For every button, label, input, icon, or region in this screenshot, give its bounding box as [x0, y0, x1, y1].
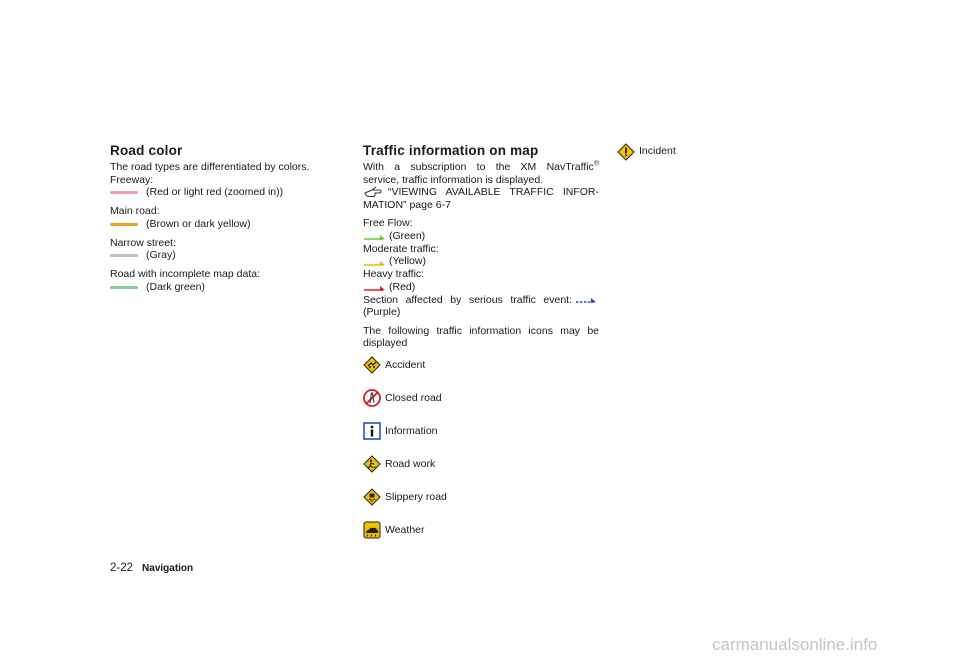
heavy-traffic-color-text: (Red) — [389, 280, 416, 293]
free-flow-legend — [363, 230, 599, 243]
purple-dashed-arrow-icon — [575, 295, 599, 305]
freeway-color-text: (Red or light red (zoomed in)) — [146, 186, 284, 199]
information-item — [363, 423, 599, 440]
road-color-section — [110, 143, 330, 294]
incident-icon — [617, 143, 635, 161]
road-color-heading: Road color — [110, 143, 183, 158]
freeway-label: Freeway: — [110, 173, 154, 186]
page-footer — [110, 562, 193, 574]
main-road-color-text: (Brown or dark yellow) — [146, 217, 251, 230]
road-color-intro: The road types are differentiated by colors. — [110, 161, 310, 173]
incident-item — [617, 143, 737, 160]
serious-event-color-text: (Purple) — [363, 306, 401, 318]
page-number: 2-22 — [110, 562, 134, 574]
closed-road-icon — [363, 389, 381, 407]
slippery-road-icon — [363, 488, 381, 506]
weather-icon — [363, 521, 381, 539]
closed-road-item — [363, 390, 599, 407]
free-flow-color-text: (Green) — [389, 229, 426, 242]
pointing-hand-icon — [363, 186, 385, 198]
watermark-text: carmanualsonline.info — [712, 635, 878, 654]
information-label: Information — [385, 424, 438, 437]
subscription-text-line2: service, traffic information is displayed. — [363, 173, 544, 186]
reference-line — [363, 186, 599, 199]
green-arrow-icon — [363, 230, 388, 242]
red-arrow-icon — [363, 281, 388, 293]
registered-mark: ® — [593, 160, 599, 168]
icons-intro-line1: The following traffic information icons may be — [363, 324, 599, 337]
slippery-road-label: Slippery road — [385, 490, 447, 503]
subscription-text-line1: With a subscription to the XM NavTraffic® — [363, 160, 599, 173]
moderate-traffic-label: Moderate traffic: — [363, 242, 439, 255]
narrow-street-swatch — [110, 254, 138, 257]
freeway-swatch — [110, 191, 138, 194]
incomplete-map-color-text: (Dark green) — [146, 280, 205, 293]
road-work-icon — [363, 455, 381, 473]
traffic-icon-list — [363, 357, 599, 539]
traffic-info-heading: Traffic information on map — [363, 143, 539, 158]
slippery-road-item — [363, 489, 599, 506]
icons-intro-line2: displayed — [363, 337, 408, 349]
reference-text-line2: MATION” page 6-7 — [363, 198, 451, 211]
weather-item — [363, 522, 599, 539]
main-road-label: Main road: — [110, 205, 160, 217]
traffic-info-section — [363, 143, 599, 555]
weather-label: Weather — [385, 523, 425, 536]
road-work-label: Road work — [385, 457, 436, 470]
moderate-traffic-color-text: (Yellow) — [389, 255, 426, 268]
accident-icon — [363, 356, 381, 374]
yellow-arrow-icon — [363, 256, 388, 268]
narrow-street-label: Narrow street: — [110, 236, 176, 249]
narrow-street-color-text: (Gray) — [146, 249, 176, 262]
accident-label: Accident — [385, 358, 426, 371]
reference-text-line1: “VIEWING AVAILABLE TRAFFIC INFOR- — [388, 186, 599, 198]
incomplete-map-swatch — [110, 286, 138, 289]
moderate-traffic-legend — [363, 255, 599, 268]
freeway-legend — [110, 186, 330, 199]
road-work-item — [363, 456, 599, 473]
free-flow-label: Free Flow: — [363, 217, 413, 229]
narrow-street-legend — [110, 249, 330, 262]
heavy-traffic-label: Heavy traffic: — [363, 268, 425, 280]
serious-event-label: Section affected by serious traffic event: — [363, 294, 599, 307]
main-road-legend — [110, 218, 330, 231]
incident-section — [617, 143, 737, 160]
section-name: Navigation — [142, 563, 194, 574]
heavy-traffic-legend — [363, 281, 599, 294]
incomplete-map-label: Road with incomplete map data: — [110, 268, 260, 280]
incident-label: Incident — [639, 145, 676, 158]
incomplete-map-legend — [110, 281, 330, 294]
main-road-swatch — [110, 223, 138, 226]
information-icon — [363, 422, 381, 440]
accident-item — [363, 357, 599, 374]
closed-road-label: Closed road — [385, 391, 442, 404]
